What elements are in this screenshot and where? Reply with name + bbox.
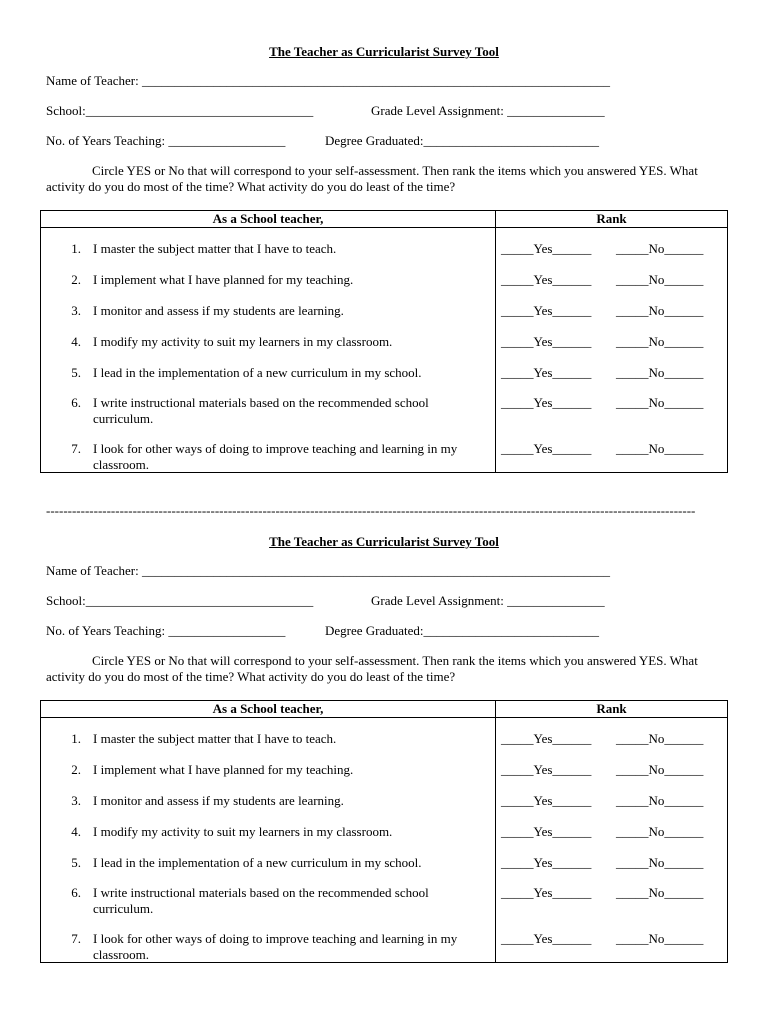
form-title: The Teacher as Curricularist Survey Tool	[269, 534, 499, 549]
yes-answer-blank[interactable]: _____Yes______	[501, 931, 592, 946]
table-header-rank: Rank	[596, 701, 627, 716]
table-header-statement: As a School teacher,	[212, 211, 324, 226]
no-answer-blank[interactable]: _____No______	[616, 885, 704, 900]
item-statement: I modify my activity to suit my learners in my classroom.	[93, 824, 393, 839]
item-statement: I master the subject matter that I have to teach.	[93, 241, 337, 256]
item-number: 7.	[71, 441, 81, 456]
item-number: 3.	[71, 793, 81, 808]
no-answer-blank[interactable]: _____No______	[616, 365, 704, 380]
no-answer-blank[interactable]: _____No______	[616, 303, 704, 318]
yes-answer-blank[interactable]: _____Yes______	[501, 731, 592, 746]
yes-answer-blank[interactable]: _____Yes______	[501, 762, 592, 777]
years-teaching-field[interactable]: No. of Years Teaching: __________________	[46, 133, 286, 148]
no-answer-blank[interactable]: _____No______	[616, 241, 704, 256]
item-number: 5.	[71, 365, 81, 380]
form-title: The Teacher as Curricularist Survey Tool	[269, 44, 499, 59]
instructions-text: Circle YES or No that will correspond to your self-assessment. Then rank the items which you answered YES. What activity do you do most of the time? What activity do you do least of the time?	[46, 163, 698, 194]
item-number: 2.	[71, 762, 81, 777]
table-column-divider	[495, 211, 496, 472]
no-answer-blank[interactable]: _____No______	[616, 931, 704, 946]
no-answer-blank[interactable]: _____No______	[616, 334, 704, 349]
survey-form	[0, 490, 768, 980]
years-teaching-field[interactable]: No. of Years Teaching: __________________	[46, 623, 286, 638]
school-field[interactable]: School:___________________________________	[46, 103, 314, 118]
item-statement: I master the subject matter that I have to teach.	[93, 731, 337, 746]
item-number: 4.	[71, 334, 81, 349]
item-statement: I modify my activity to suit my learners in my classroom.	[93, 334, 393, 349]
item-number: 6.	[71, 395, 81, 410]
item-statement: I write instructional materials based on the recommended school curriculum.	[93, 395, 429, 426]
table-header-statement: As a School teacher,	[212, 701, 324, 716]
yes-answer-blank[interactable]: _____Yes______	[501, 272, 592, 287]
item-statement: I look for other ways of doing to improve teaching and learning in my classroom.	[93, 441, 458, 472]
item-number: 5.	[71, 855, 81, 870]
survey-form	[0, 0, 768, 490]
name-of-teacher-field[interactable]: Name of Teacher: ________________________________________________________________________	[46, 563, 610, 578]
no-answer-blank[interactable]: _____No______	[616, 793, 704, 808]
item-number: 2.	[71, 272, 81, 287]
item-number: 1.	[71, 731, 81, 746]
item-statement: I implement what I have planned for my teaching.	[93, 272, 354, 287]
degree-graduated-field[interactable]: Degree Graduated:___________________________	[325, 623, 600, 638]
yes-answer-blank[interactable]: _____Yes______	[501, 334, 592, 349]
item-statement: I implement what I have planned for my teaching.	[93, 762, 354, 777]
item-statement: I look for other ways of doing to improve teaching and learning in my classroom.	[93, 931, 458, 962]
item-statement: I monitor and assess if my students are learning.	[93, 793, 344, 808]
item-statement: I write instructional materials based on the recommended school curriculum.	[93, 885, 429, 916]
yes-answer-blank[interactable]: _____Yes______	[501, 365, 592, 380]
table-header-rank: Rank	[596, 211, 627, 226]
item-number: 4.	[71, 824, 81, 839]
yes-answer-blank[interactable]: _____Yes______	[501, 885, 592, 900]
grade-level-field[interactable]: Grade Level Assignment: _______________	[371, 593, 605, 608]
item-number: 7.	[71, 931, 81, 946]
item-number: 6.	[71, 885, 81, 900]
no-answer-blank[interactable]: _____No______	[616, 272, 704, 287]
item-number: 3.	[71, 303, 81, 318]
name-of-teacher-field[interactable]: Name of Teacher: ________________________________________________________________________	[46, 73, 610, 88]
yes-answer-blank[interactable]: _____Yes______	[501, 241, 592, 256]
instructions-text: Circle YES or No that will correspond to your self-assessment. Then rank the items which you answered YES. What activity do you do most of the time? What activity do you do least of the time?	[46, 653, 698, 684]
no-answer-blank[interactable]: _____No______	[616, 855, 704, 870]
yes-answer-blank[interactable]: _____Yes______	[501, 824, 592, 839]
no-answer-blank[interactable]: _____No______	[616, 441, 704, 456]
grade-level-field[interactable]: Grade Level Assignment: _______________	[371, 103, 605, 118]
yes-answer-blank[interactable]: _____Yes______	[501, 303, 592, 318]
degree-graduated-field[interactable]: Degree Graduated:___________________________	[325, 133, 600, 148]
table-header-divider	[41, 717, 727, 718]
no-answer-blank[interactable]: _____No______	[616, 395, 704, 410]
item-number: 1.	[71, 241, 81, 256]
yes-answer-blank[interactable]: _____Yes______	[501, 395, 592, 410]
survey-table	[40, 210, 728, 473]
yes-answer-blank[interactable]: _____Yes______	[501, 793, 592, 808]
yes-answer-blank[interactable]: _____Yes______	[501, 855, 592, 870]
yes-answer-blank[interactable]: _____Yes______	[501, 441, 592, 456]
no-answer-blank[interactable]: _____No______	[616, 824, 704, 839]
cut-line-separator: ------------------------------------------------------------------------------------------------------------------------------------------------------	[46, 503, 696, 518]
school-field[interactable]: School:___________________________________	[46, 593, 314, 608]
no-answer-blank[interactable]: _____No______	[616, 731, 704, 746]
item-statement: I lead in the implementation of a new curriculum in my school.	[93, 855, 422, 870]
item-statement: I lead in the implementation of a new curriculum in my school.	[93, 365, 422, 380]
item-statement: I monitor and assess if my students are learning.	[93, 303, 344, 318]
survey-table	[40, 700, 728, 963]
table-column-divider	[495, 701, 496, 962]
table-header-divider	[41, 227, 727, 228]
no-answer-blank[interactable]: _____No______	[616, 762, 704, 777]
